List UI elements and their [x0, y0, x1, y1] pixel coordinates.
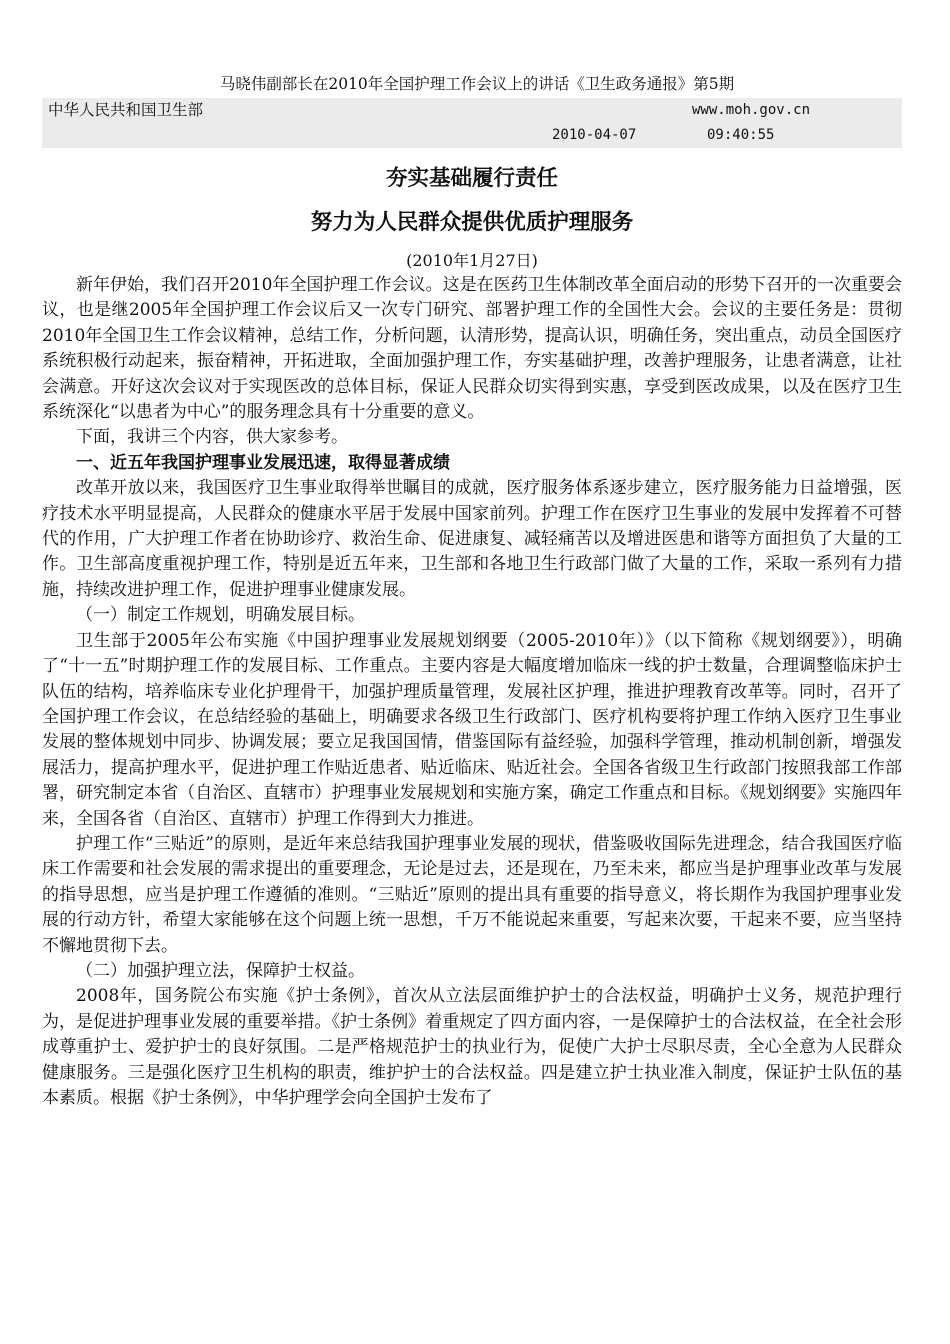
- publish-time: 09:40:55: [707, 127, 775, 143]
- subsection-heading: （一）制定工作规划，明确发展目标。: [76, 605, 365, 626]
- website-url: www.moh.gov.cn: [692, 102, 811, 118]
- paragraph: 护理工作“三贴近”的原则，是近年来总结我国护理事业发展的现状，借鉴吸收国际先进理念，结合我国医疗临床工作需要和社会发展的需求提出的重要理念，无论是过去，还是现在，乃至未来，都应当是护理事业改革与发展的指导思想，应当是护理工作遵循的准则。“三贴近”原则的提出具有重要的指导意义，将长期作为我国护理事业发展的行动方针，希望大家能够在这个问题上统一思想，千万不能说起来重要，写起来次要，干起来不要，应当坚持不懈地贯彻下去。: [42, 833, 902, 956]
- paragraph: 改革开放以来，我国医疗卫生事业取得举世瞩目的成就，医疗服务体系逐步建立，医疗服务能力日益增强，医疗技术水平明显提高，人民群众的健康水平居于发展中国家前列。护理工作在医疗卫生事业的发展中发挥着不可替代的作用，广大护理工作者在协助诊疗、救治生命、促进康复、减轻痛苦以及增进医患和谐等方面担负了大量的工作。卫生部高度重视护理工作，特别是近五年来，卫生部和各地卫生行政部门做了大量的工作，采取一系列有力措施，持续改进护理工作，促进护理事业健康发展。: [42, 478, 902, 600]
- running-title: 马晓伟副部长在2010年全国护理工作会议上的讲话《卫生政务通报》第5期: [219, 75, 735, 93]
- paragraph: 下面，我讲三个内容，供大家参考。: [76, 427, 348, 448]
- speech-date: (2010年1月27日): [406, 251, 538, 270]
- meta-bar: [42, 98, 902, 148]
- speech-title-line-1: 夯实基础履行责任: [385, 166, 558, 191]
- document-page: [42, 72, 902, 1111]
- speech-body: [42, 273, 902, 1111]
- publish-date: 2010-04-07: [552, 127, 637, 143]
- paragraph: 2008年，国务院公布实施《护士条例》，首次从立法层面维护护士的合法权益，明确护士义务，规范护理行为，是促进护理事业发展的重要举措。《护士条例》着重规定了四方面内容，一是保障护士的合法权益，在全社会形成尊重护士、爱护护士的良好氛围。二是严格规范护士的执业行为，促使广大护士尽职尽责，全心全意为人民群众健康服务。三是强化医疗卫生机构的职责，维护护士的合法权益。四是建立护士执业准入制度，保证护士队伍的基本素质。根据《护士条例》，中华护理学会向全国护士发布了: [42, 986, 902, 1108]
- speech-title-line-2: 努力为人民群众提供优质护理服务: [310, 210, 634, 235]
- organization-name: 中华人民共和国卫生部: [48, 101, 204, 119]
- section-heading: 一、近五年我国护理事业发展迅速，取得显著成绩: [76, 452, 450, 473]
- subsection-heading: （二）加强护理立法，保障护士权益。: [76, 960, 365, 981]
- paragraph: 新年伊始，我们召开2010年全国护理工作会议。这是在医药卫生体制改革全面启动的形势下召开的一次重要会议，也是继2005年全国护理工作会议后又一次专门研究、部署护理工作的全国性大会。会议的主要任务是：贯彻2010年全国卫生工作会议精神，总结工作，分析问题，认清形势，提高认识，明确任务，突出重点，动员全国医疗系统积极行动起来，振奋精神，开拓进取，全面加强护理工作，夯实基础护理，改善护理服务，让患者满意，让社会满意。开好这次会议对于实现医改的总体目标，保证人民群众切实得到实惠，享受到医改成果，以及在医疗卫生系统深化“以患者为中心”的服务理念具有十分重要的意义。: [42, 275, 902, 423]
- paragraph: 卫生部于2005年公布实施《中国护理事业发展规划纲要（2005-2010年）》（以下简称《规划纲要》），明确了“十一五”时期护理工作的发展目标、工作重点。主要内容是大幅度增加临床一线的护士数量，合理调整临床护士队伍的结构，培养临床专业化护理骨干，加强护理质量管理，发展社区护理，推进护理教育改革等。同时，召开了全国护理工作会议，在总结经验的基础上，明确要求各级卫生行政部门、医疗机构要将护理工作纳入医疗卫生事业发展的整体规划中同步、协调发展；要立足我国国情，借鉴国际有益经验，加强科学管理，推动机制创新，增强发展活力，提高护理水平，促进护理工作贴近患者、贴近临床、贴近社会。全国各省级卫生行政部门按照我部工作部署，研究制定本省（自治区、直辖市）护理事业发展规划和实施方案，确定工作重点和目标。《规划纲要》实施四年来，全国各省（自治区、直辖市）护理工作得到大力推进。: [42, 630, 902, 829]
